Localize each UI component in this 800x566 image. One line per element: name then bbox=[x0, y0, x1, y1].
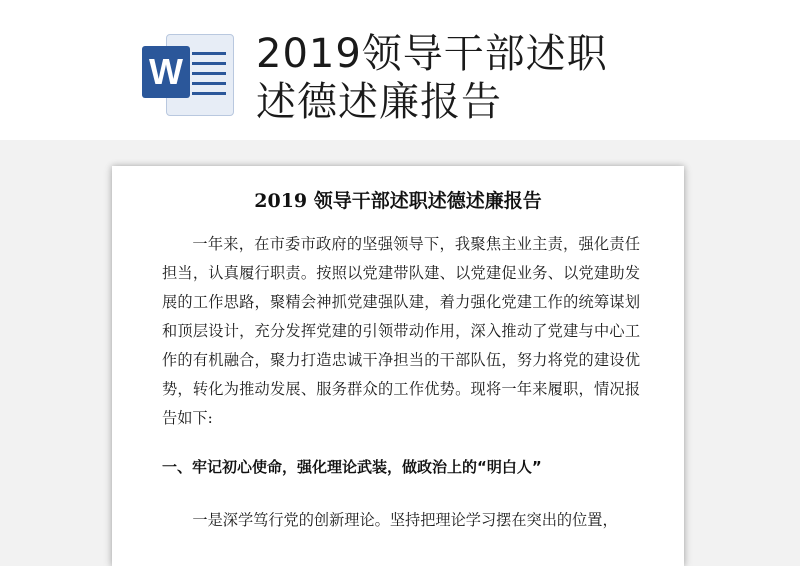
icon-line bbox=[192, 52, 226, 55]
word-icon bbox=[142, 34, 234, 116]
document-title: 2019 领导干部述职述德述廉报告 bbox=[254, 190, 542, 212]
top-banner bbox=[0, 0, 800, 140]
section-paragraph-1: 一是深学笃行党的创新理论。坚持把理论学习摆在突出的位置， bbox=[192, 511, 618, 529]
icon-line bbox=[192, 72, 226, 75]
document-page bbox=[112, 166, 684, 566]
section-heading-1: 一、牢记初心使命，强化理论武装，做政治上的“明白人” bbox=[162, 458, 542, 476]
word-letter: W bbox=[142, 46, 190, 98]
icon-line bbox=[192, 92, 226, 95]
intro-paragraph: 一年来，在市委市政府的坚强领导下，我聚焦主业主责，强化责任担当，认真履行职责。按照以党建带队建、以党建促业务、以党建助发展的工作思路，聚精会神抓党建强队建，着力强化党建工作的统筹谋划和顶层设计，充分发挥党建的引领带动作用，深入推动了党建与中心工作的有机融合，聚力打造忠诚干净担当的干部队伍，努力将党的建设优势，转化为推动发展、服务群众的工作优势。现将一年来履职，情况报告如下: bbox=[162, 235, 640, 427]
banner-title: 2019领导干部述职述德述廉报告 bbox=[256, 31, 608, 125]
icon-line bbox=[192, 82, 226, 85]
icon-line bbox=[192, 62, 226, 65]
